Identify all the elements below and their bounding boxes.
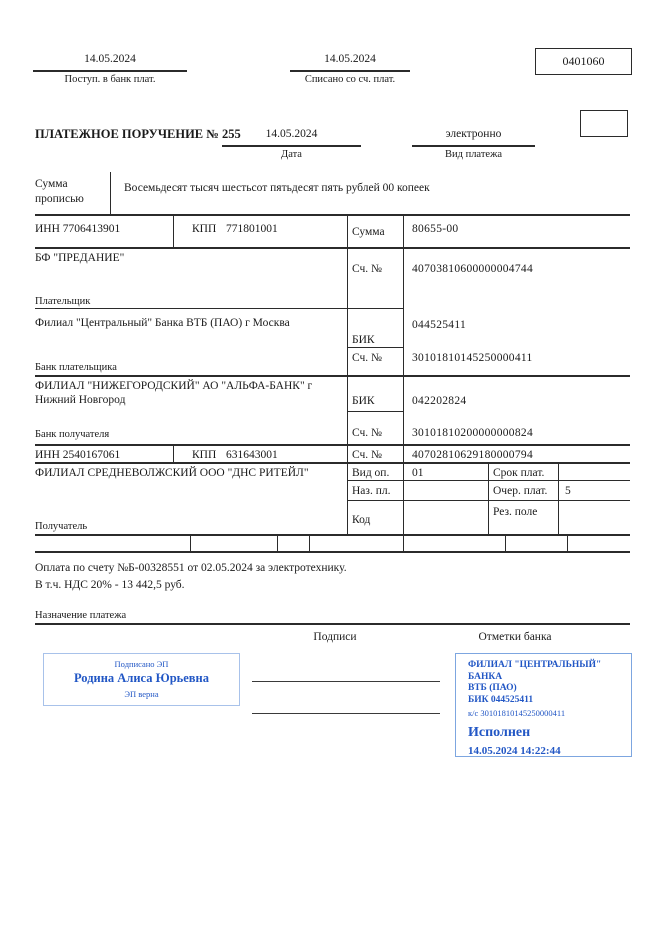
debited-date-underline <box>290 70 410 72</box>
table-line <box>347 214 348 534</box>
esign-stamp-box <box>43 653 240 706</box>
debited-date: 14.05.2024 <box>324 53 376 65</box>
table-line <box>173 214 174 247</box>
bank-stamp-datetime: 14.05.2024 14:22:44 <box>468 744 561 757</box>
payer-name: БФ "ПРЕДАНИЕ" <box>35 252 125 264</box>
payment-kind-label: Вид платежа <box>444 149 502 160</box>
payee-kpp-label: КПП <box>192 449 217 461</box>
payment-kind-underline <box>412 145 535 147</box>
table-line <box>567 534 568 551</box>
purpose-line-2: В т.ч. НДС 20% - 13 442,5 руб. <box>35 579 185 591</box>
amount-words-label-1: Сумма <box>35 178 68 190</box>
payee-label: Получатель <box>35 521 88 532</box>
payer-bank-bik-label: БИК <box>352 334 375 346</box>
code-label: Код <box>352 514 371 526</box>
payee-bank-label: Банк получателя <box>35 429 110 440</box>
payer-bank-account: 30101810145250000411 <box>412 352 533 364</box>
received-date-underline <box>33 70 187 72</box>
payee-account-label: Сч. № <box>352 449 383 461</box>
payer-bank-bik: 044525411 <box>412 319 467 331</box>
received-date: 14.05.2024 <box>84 53 136 65</box>
signature-line <box>252 713 440 714</box>
payee-account: 40702810629180000794 <box>412 449 533 461</box>
amount-words-label-2: прописью <box>35 193 84 205</box>
form-code: 0401060 <box>562 54 605 68</box>
table-line <box>35 534 630 536</box>
sum-value: 80655-00 <box>412 223 459 235</box>
bank-marks-label: Отметки банка <box>478 631 552 643</box>
table-line <box>35 247 630 249</box>
table-line <box>347 411 403 412</box>
payment-kind: электронно <box>445 128 502 140</box>
table-line <box>190 534 191 551</box>
op-kind-value: 01 <box>412 467 424 479</box>
purpose-underline <box>35 623 630 625</box>
table-line <box>309 534 310 551</box>
priority-label: Очер. плат. <box>493 485 548 497</box>
op-kind-label: Вид оп. <box>352 467 390 479</box>
payee-bank-account-label: Сч. № <box>352 427 383 439</box>
bank-stamp-bik: БИК 044525411 <box>468 694 534 705</box>
bank-stamp-line-1: ФИЛИАЛ "ЦЕНТРАЛЬНЫЙ" БАНКА <box>468 660 602 682</box>
signature-line <box>252 681 440 682</box>
table-line <box>35 462 630 464</box>
esign-signed-label: Подписано ЭП <box>114 659 169 669</box>
table-line <box>403 214 404 551</box>
signatures-label: Подписи <box>313 631 357 643</box>
payee-bank-bik: 042202824 <box>412 395 467 407</box>
payee-bank-account: 30101810200000000824 <box>412 427 533 439</box>
table-line <box>35 551 630 553</box>
doc-date-underline <box>222 145 361 147</box>
table-line <box>35 375 630 377</box>
payer-inn: ИНН 7706413901 <box>35 223 121 235</box>
payer-kpp: 771801001 <box>226 223 278 235</box>
purpose-code-label: Наз. пл. <box>352 485 391 497</box>
reserve-field-label: Рез. поле <box>493 506 538 518</box>
table-line <box>558 462 559 534</box>
received-label: Поступ. в банк плат. <box>64 74 156 85</box>
document-title: ПЛАТЕЖНОЕ ПОРУЧЕНИЕ № 255 <box>35 127 241 141</box>
payee-name: ФИЛИАЛ СРЕДНЕВОЛЖСКИЙ ООО "ДНС РИТЕЙЛ" <box>35 467 309 479</box>
payer-account: 40703810600000004744 <box>412 263 533 275</box>
table-line <box>35 444 630 446</box>
table-line <box>488 462 489 534</box>
debited-label: Списано со сч. плат. <box>304 74 396 85</box>
bank-stamp-line-2: ВТБ (ПАО) <box>468 683 517 694</box>
priority-value: 5 <box>565 485 571 497</box>
doc-date: 14.05.2024 <box>265 128 318 140</box>
bank-stamp-box <box>455 653 632 757</box>
esign-name: Родина Алиса Юрьевна <box>73 671 210 686</box>
payer-label: Плательщик <box>35 296 91 307</box>
amount-words-value: Восемьдесят тысяч шестьсот пятьдесят пять рублей 00 копеек <box>124 182 430 194</box>
payer-bank-label: Банк плательщика <box>35 362 117 373</box>
payer-bank-name: Филиал "Центральный" Банка ВТБ (ПАО) г Москва <box>35 317 290 329</box>
table-line <box>35 214 630 216</box>
doc-date-label: Дата <box>281 149 302 160</box>
amount-words-divider <box>110 172 111 214</box>
bank-stamp-status: Исполнен <box>468 724 531 740</box>
table-line <box>505 534 506 551</box>
purpose-label: Назначение платежа <box>35 610 127 621</box>
esign-valid-label: ЭП верна <box>124 688 159 699</box>
payee-bank-name: ФИЛИАЛ "НИЖЕГОРОДСКИЙ" АО "АЛЬФА-БАНК" г Нижний Новгород <box>35 380 313 407</box>
payee-kpp: 631643001 <box>226 449 278 461</box>
payer-kpp-label: КПП <box>192 223 217 235</box>
table-line <box>173 444 174 462</box>
status-field-box <box>580 110 628 137</box>
bank-stamp-corr-account: к/с 30101810145250000411 <box>468 708 566 719</box>
purpose-line-1: Оплата по счету №Б-00328551 от 02.05.2024 за электротехнику. <box>35 562 347 574</box>
table-line <box>347 347 403 348</box>
table-line <box>277 534 278 551</box>
payer-bank-account-label: Сч. № <box>352 352 383 364</box>
pay-term-label: Срок плат. <box>493 467 545 479</box>
sum-label: Сумма <box>352 226 385 238</box>
payer-account-label: Сч. № <box>352 263 383 275</box>
payee-bank-bik-label: БИК <box>352 395 375 407</box>
payee-inn: ИНН 2540167061 <box>35 449 121 461</box>
